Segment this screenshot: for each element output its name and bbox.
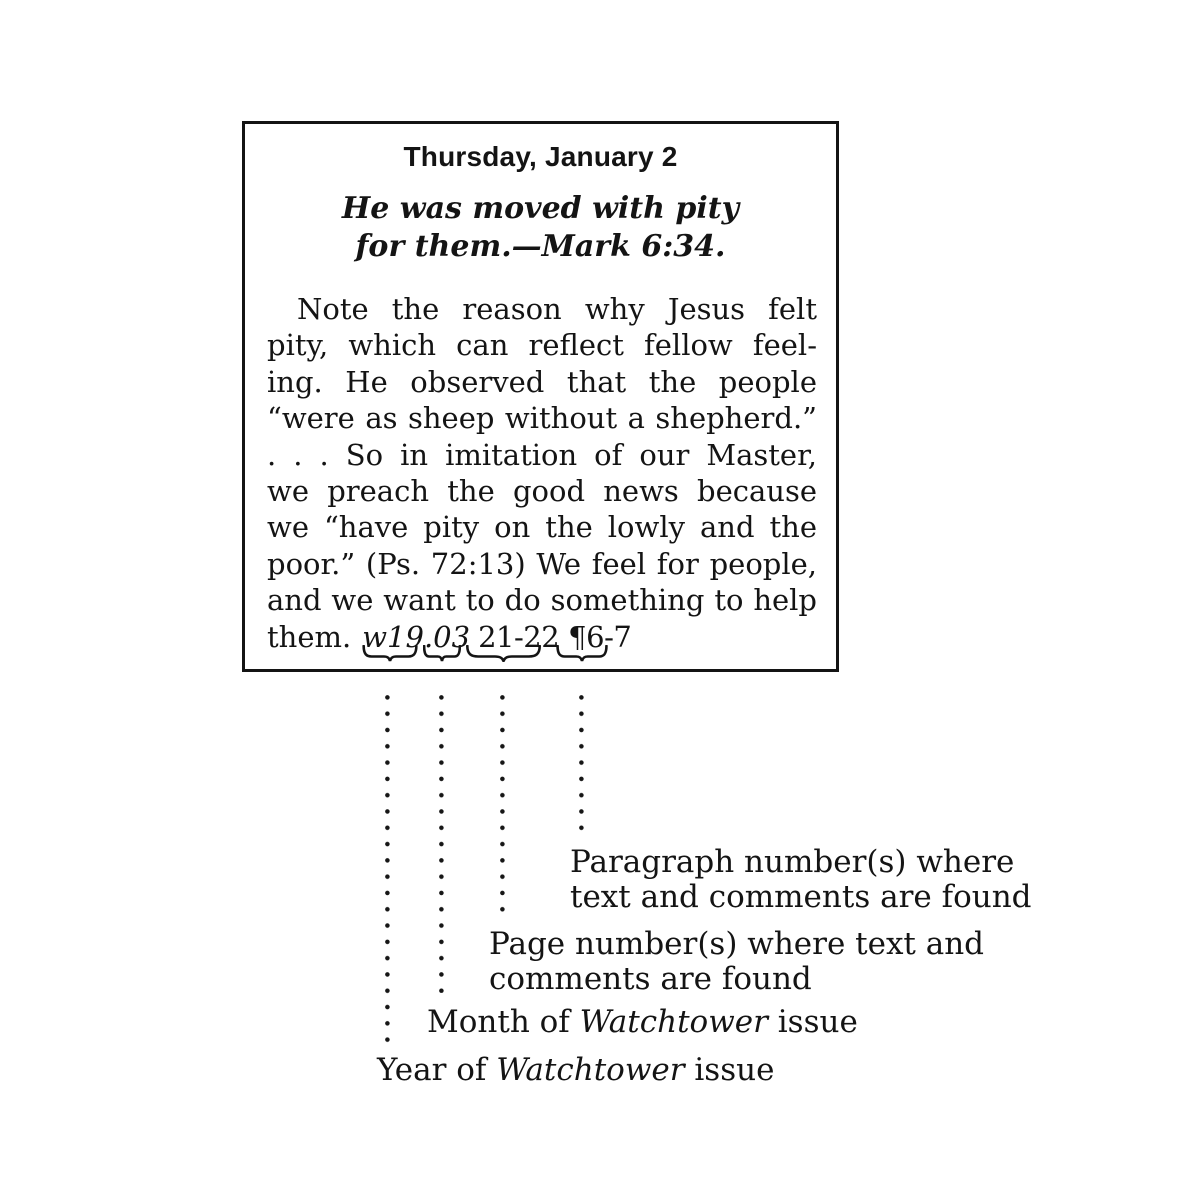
citation-paragraph-numbers: ¶6-7 xyxy=(568,619,632,654)
citation-publication: w19.03 xyxy=(362,619,471,654)
scripture-line: He was moved with pity xyxy=(341,191,740,226)
label-text: issue xyxy=(767,1004,858,1040)
underbrace-month-icon xyxy=(423,645,461,662)
label-line: Page number(s) where text and xyxy=(489,926,985,962)
body-line: “were as sheep without a shepherd.” xyxy=(267,401,817,436)
underbrace-paragraphs-icon xyxy=(556,645,608,662)
label-text: Year of xyxy=(377,1052,497,1088)
label-line: Paragraph number(s) where xyxy=(570,844,1015,880)
comment-paragraph xyxy=(267,291,817,655)
page-numbers-label xyxy=(489,927,984,997)
body-line: we preach the good news because xyxy=(267,473,817,508)
dotted-leader-paragraphs xyxy=(579,695,584,831)
dotted-leader-year xyxy=(385,695,390,1045)
scripture-line: for them.—Mark 6:34. xyxy=(355,229,726,264)
label-text: Month of xyxy=(427,1004,580,1040)
label-line: text and comments are found xyxy=(570,879,1032,915)
date-title: Thursday, January 2 xyxy=(403,141,678,172)
publication-name: Watchtower xyxy=(496,1052,685,1088)
scripture-theme-text xyxy=(245,190,836,266)
label-line: comments are found xyxy=(489,961,812,997)
paragraph-numbers-label xyxy=(570,845,1032,915)
underbrace-pages-icon xyxy=(465,645,542,662)
body-line: . . . So in imitation of our Master, xyxy=(267,437,817,472)
dotted-leader-month xyxy=(439,695,444,993)
body-line: ing. He observed that the people xyxy=(267,364,817,399)
body-line: we “have pity on the lowly and the xyxy=(267,510,817,545)
publication-name: Watchtower xyxy=(579,1004,768,1040)
underbrace-year-icon xyxy=(362,645,418,662)
dotted-leader-pages xyxy=(500,695,505,916)
body-line: Note the reason why Jesus felt xyxy=(297,292,817,326)
label-text: issue xyxy=(684,1052,775,1088)
month-of-issue-label xyxy=(427,1005,858,1040)
citation-prefix: them. xyxy=(267,619,352,654)
body-line: poor.” (Ps. 72:13) We feel for people, xyxy=(267,546,817,581)
daily-text-card xyxy=(242,121,839,672)
citation-page-numbers: 21-22 xyxy=(478,619,560,654)
body-line: pity, which can reflect fellow feel- xyxy=(267,328,817,363)
body-line: and we want to do something to help xyxy=(267,583,817,618)
citation-line xyxy=(267,619,817,655)
year-of-issue-label xyxy=(377,1053,774,1088)
